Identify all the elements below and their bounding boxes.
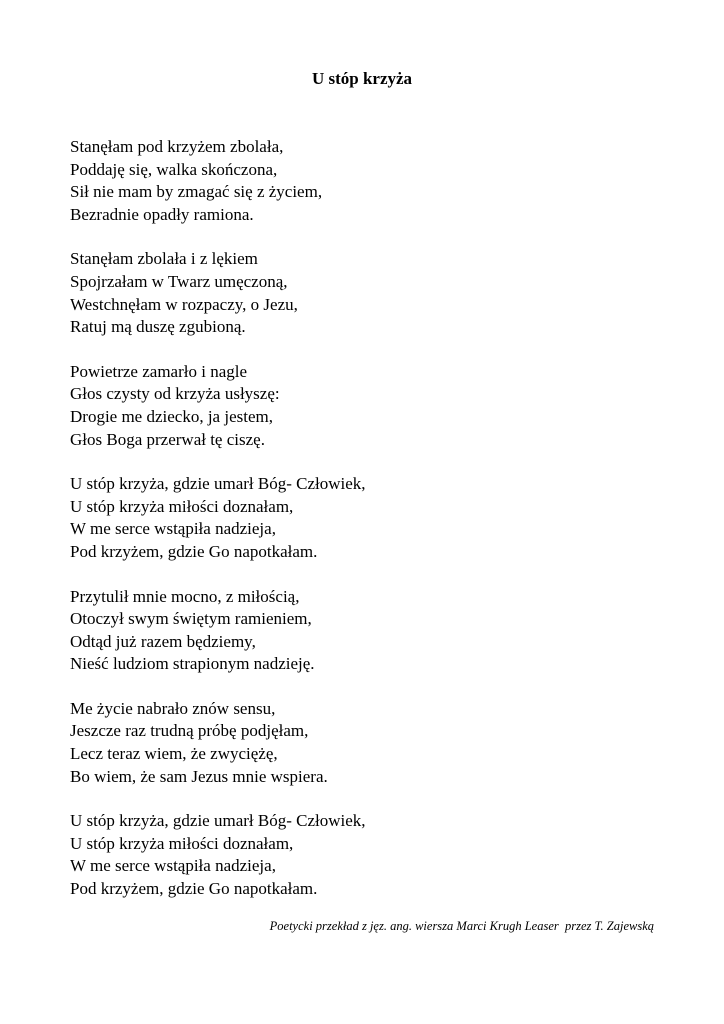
poem-line: Pod krzyżem, gdzie Go napotkałam. bbox=[70, 879, 318, 899]
poem-line: W me serce wstąpiła nadzieja, bbox=[70, 856, 276, 876]
page-title: U stóp krzyża bbox=[311, 69, 413, 88]
translation-credit: Poetycki przekład z jęz. ang. wiersza Marci Krugh Leaser przez T. Zajewską bbox=[269, 919, 654, 933]
poem-line: Odtąd już razem będziemy, bbox=[70, 631, 256, 651]
poem-line: Stanęłam pod krzyżem zbolała, bbox=[70, 137, 284, 156]
poem-line: Pod krzyżem, gdzie Go napotkałam. bbox=[70, 541, 318, 561]
poem-line: Jeszcze raz trudną próbę podjęłam, bbox=[70, 721, 309, 741]
poem-line: Głos Boga przerwał tę ciszę. bbox=[70, 429, 265, 449]
stanza bbox=[70, 136, 670, 226]
poem-line: Lecz teraz wiem, że zwyciężę, bbox=[70, 744, 278, 764]
poem-line: Drogie me dziecko, ja jestem, bbox=[70, 406, 273, 426]
poem-line: W me serce wstąpiła nadzieja, bbox=[70, 519, 276, 539]
poem-line: U stóp krzyża, gdzie umarł Bóg- Człowiek, bbox=[70, 811, 366, 831]
poem-line: Poddaję się, walka skończona, bbox=[70, 159, 278, 179]
stanza bbox=[70, 248, 670, 338]
poem-line: Głos czysty od krzyża usłyszę: bbox=[70, 384, 280, 404]
poem-line: U stóp krzyża miłości doznałam, bbox=[70, 496, 294, 516]
poem-line: Bo wiem, że sam Jezus mnie wspiera. bbox=[70, 766, 328, 786]
poem-line: Spojrzałam w Twarz umęczoną, bbox=[70, 271, 288, 291]
poem-line: Powietrze zamarło i nagle bbox=[70, 361, 248, 381]
stanza bbox=[70, 810, 670, 900]
stanza bbox=[70, 698, 670, 788]
poem-line: Bezradnie opadły ramiona. bbox=[70, 204, 254, 224]
poem-line: U stóp krzyża miłości doznałam, bbox=[70, 833, 294, 853]
poem-line: Westchnęłam w rozpaczy, o Jezu, bbox=[70, 294, 298, 314]
poem-line: Ratuj mą duszę zgubioną. bbox=[70, 317, 246, 337]
poem-line: Me życie nabrało znów sensu, bbox=[70, 698, 276, 718]
poem-line: Stanęłam zbolała i z lękiem bbox=[70, 249, 258, 269]
poem-line: Przytulił mnie mocno, z miłością, bbox=[70, 586, 300, 606]
poem-line: Sił nie mam by zmagać się z życiem, bbox=[70, 182, 323, 202]
poem-line: U stóp krzyża, gdzie umarł Bóg- Człowiek, bbox=[70, 474, 366, 494]
stanza bbox=[70, 361, 670, 451]
poem bbox=[70, 136, 670, 923]
poem-line: Nieść ludziom strapionym nadzieję. bbox=[70, 654, 315, 674]
poem-line: Otoczył swym świętym ramieniem, bbox=[70, 609, 312, 629]
stanza bbox=[70, 473, 670, 563]
stanza bbox=[70, 586, 670, 676]
